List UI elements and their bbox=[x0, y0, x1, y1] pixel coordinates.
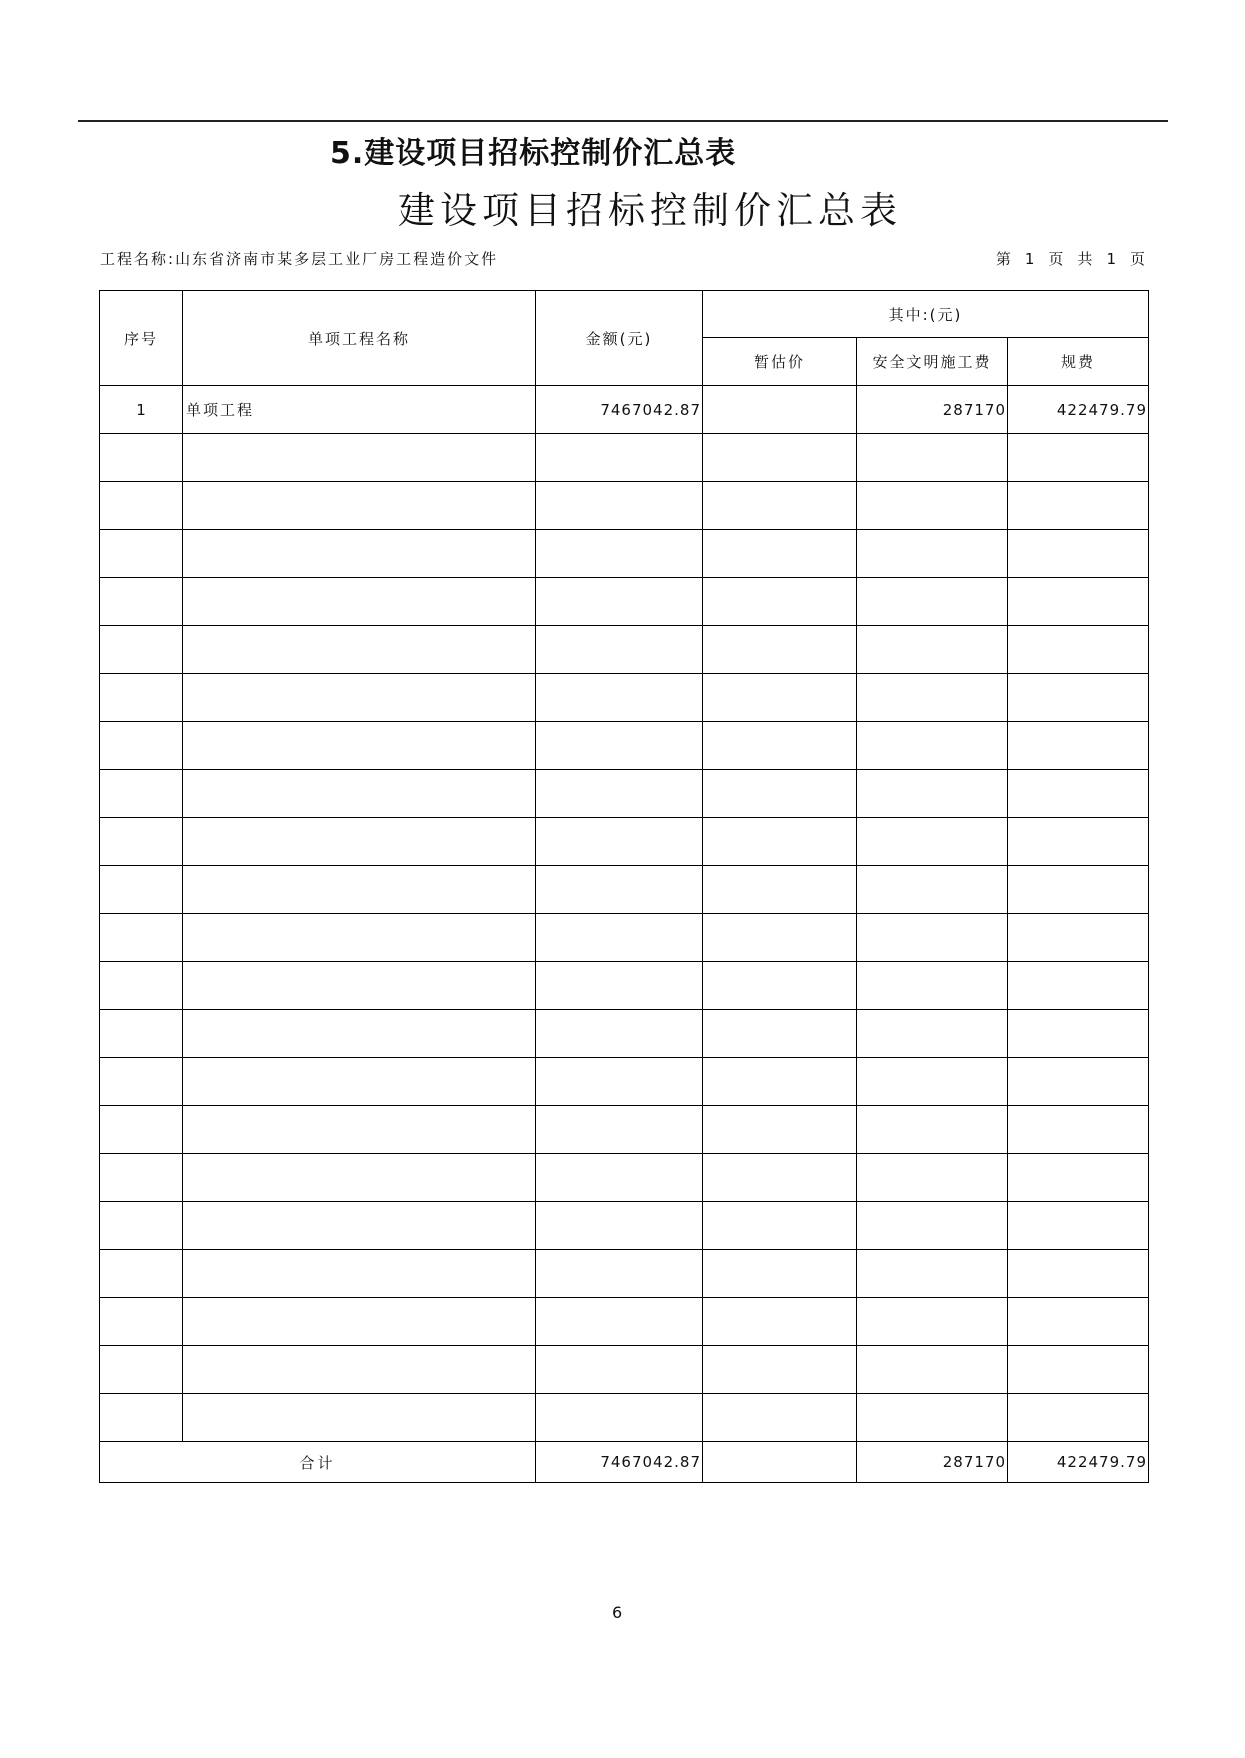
cell-index bbox=[100, 626, 183, 674]
pagination-ye2: 页 bbox=[1129, 250, 1145, 268]
cell-fees bbox=[1008, 434, 1149, 482]
table-row bbox=[100, 1202, 1149, 1250]
cell-index bbox=[100, 1346, 183, 1394]
cell-index bbox=[100, 1010, 183, 1058]
cell-index bbox=[100, 1250, 183, 1298]
cell-amount bbox=[536, 578, 703, 626]
cell-name bbox=[183, 1106, 536, 1154]
cell-name bbox=[183, 866, 536, 914]
cell-safety bbox=[857, 482, 1008, 530]
cell-fees bbox=[1008, 962, 1149, 1010]
cell-fees bbox=[1008, 1058, 1149, 1106]
cell-amount bbox=[536, 962, 703, 1010]
cell-fees bbox=[1008, 530, 1149, 578]
total-label: 合计 bbox=[100, 1442, 536, 1483]
cell-name bbox=[183, 962, 536, 1010]
cell-provisional bbox=[703, 482, 857, 530]
cell-fees bbox=[1008, 770, 1149, 818]
header-index: 序号 bbox=[100, 291, 183, 386]
cell-provisional bbox=[703, 770, 857, 818]
table-row bbox=[100, 530, 1149, 578]
cell-name bbox=[183, 1010, 536, 1058]
cell-index bbox=[100, 914, 183, 962]
cell-index bbox=[100, 482, 183, 530]
cell-safety bbox=[857, 626, 1008, 674]
header-group: 其中:(元) bbox=[703, 291, 1149, 338]
table-row bbox=[100, 434, 1149, 482]
cell-amount bbox=[536, 1346, 703, 1394]
cell-provisional bbox=[703, 962, 857, 1010]
cell-provisional bbox=[703, 722, 857, 770]
cell-name bbox=[183, 530, 536, 578]
cell-index bbox=[100, 1298, 183, 1346]
table-row bbox=[100, 770, 1149, 818]
cell-index bbox=[100, 1154, 183, 1202]
table-row bbox=[100, 626, 1149, 674]
table-row bbox=[100, 1298, 1149, 1346]
cell-provisional bbox=[703, 1202, 857, 1250]
top-rule bbox=[78, 120, 1168, 122]
table-row bbox=[100, 578, 1149, 626]
cell-name bbox=[183, 1346, 536, 1394]
cell-amount bbox=[536, 674, 703, 722]
pagination-total: 1 bbox=[1106, 250, 1116, 268]
total-fees: 422479.79 bbox=[1008, 1442, 1149, 1483]
total-row bbox=[100, 1442, 1149, 1483]
cell-amount bbox=[536, 1394, 703, 1442]
cell-index bbox=[100, 530, 183, 578]
cell-amount bbox=[536, 482, 703, 530]
cell-index bbox=[100, 1202, 183, 1250]
table-row bbox=[100, 1010, 1149, 1058]
cell-index bbox=[100, 1058, 183, 1106]
cell-amount bbox=[536, 1202, 703, 1250]
cell-name bbox=[183, 914, 536, 962]
cell-fees bbox=[1008, 1202, 1149, 1250]
document-title: 建设项目招标控制价汇总表 bbox=[398, 189, 902, 232]
cell-fees bbox=[1008, 482, 1149, 530]
cell-provisional bbox=[703, 530, 857, 578]
cell-index bbox=[100, 674, 183, 722]
cell-provisional bbox=[703, 674, 857, 722]
cell-fees bbox=[1008, 674, 1149, 722]
cell-safety bbox=[857, 530, 1008, 578]
cell-amount bbox=[536, 1010, 703, 1058]
pagination bbox=[982, 248, 1145, 269]
table-row bbox=[100, 914, 1149, 962]
cell-safety bbox=[857, 1298, 1008, 1346]
cell-provisional bbox=[703, 914, 857, 962]
table-row bbox=[100, 818, 1149, 866]
total-provisional bbox=[703, 1442, 857, 1483]
cell-amount bbox=[536, 1106, 703, 1154]
pagination-ye: 页 bbox=[1048, 250, 1064, 268]
cell-amount bbox=[536, 770, 703, 818]
cell-provisional bbox=[703, 1058, 857, 1106]
cell-fees bbox=[1008, 1298, 1149, 1346]
summary-table bbox=[99, 290, 1149, 1483]
cell-amount bbox=[536, 626, 703, 674]
cell-index bbox=[100, 434, 183, 482]
cell-name bbox=[183, 770, 536, 818]
cell-name bbox=[183, 434, 536, 482]
cell-safety bbox=[857, 1346, 1008, 1394]
project-name: 山东省济南市某多层工业厂房工程造价文件 bbox=[175, 250, 499, 268]
table-body bbox=[100, 386, 1149, 1442]
cell-safety bbox=[857, 434, 1008, 482]
header-provisional: 暂估价 bbox=[703, 338, 857, 386]
pagination-di: 第 bbox=[995, 250, 1011, 268]
table-row bbox=[100, 962, 1149, 1010]
cell-fees bbox=[1008, 1346, 1149, 1394]
cell-name bbox=[183, 1250, 536, 1298]
page-number: 6 bbox=[612, 1603, 623, 1622]
cell-fees bbox=[1008, 914, 1149, 962]
cell-name: 单项工程 bbox=[183, 386, 536, 434]
cell-name bbox=[183, 482, 536, 530]
cell-safety bbox=[857, 1250, 1008, 1298]
cell-safety bbox=[857, 770, 1008, 818]
cell-name bbox=[183, 1202, 536, 1250]
cell-provisional bbox=[703, 434, 857, 482]
cell-name bbox=[183, 1394, 536, 1442]
cell-safety bbox=[857, 1106, 1008, 1154]
pagination-current: 1 bbox=[1024, 250, 1035, 268]
cell-fees bbox=[1008, 818, 1149, 866]
table-row bbox=[100, 674, 1149, 722]
table-row bbox=[100, 1154, 1149, 1202]
table-row bbox=[100, 722, 1149, 770]
header-name: 单项工程名称 bbox=[183, 291, 536, 386]
cell-index bbox=[100, 578, 183, 626]
cell-amount: 7467042.87 bbox=[536, 386, 703, 434]
cell-safety bbox=[857, 866, 1008, 914]
header-amount: 金额(元) bbox=[536, 291, 703, 386]
cell-name bbox=[183, 578, 536, 626]
cell-provisional bbox=[703, 866, 857, 914]
cell-safety bbox=[857, 914, 1008, 962]
project-label: 工程名称: bbox=[100, 250, 176, 268]
header-safety: 安全文明施工费 bbox=[857, 338, 1008, 386]
cell-amount bbox=[536, 1250, 703, 1298]
cell-name bbox=[183, 818, 536, 866]
cell-amount bbox=[536, 1058, 703, 1106]
cell-safety bbox=[857, 1010, 1008, 1058]
cell-index bbox=[100, 770, 183, 818]
cell-index: 1 bbox=[100, 386, 183, 434]
cell-amount bbox=[536, 818, 703, 866]
cell-provisional bbox=[703, 1154, 857, 1202]
table-row bbox=[100, 1058, 1149, 1106]
cell-provisional bbox=[703, 1010, 857, 1058]
cell-safety bbox=[857, 1202, 1008, 1250]
cell-index bbox=[100, 818, 183, 866]
cell-index bbox=[100, 866, 183, 914]
project-name-line bbox=[100, 248, 498, 269]
cell-safety bbox=[857, 818, 1008, 866]
meta-line bbox=[100, 248, 1145, 272]
cell-amount bbox=[536, 434, 703, 482]
cell-provisional bbox=[703, 578, 857, 626]
cell-fees: 422479.79 bbox=[1008, 386, 1149, 434]
table-row bbox=[100, 1250, 1149, 1298]
cell-safety bbox=[857, 1154, 1008, 1202]
cell-amount bbox=[536, 530, 703, 578]
cell-index bbox=[100, 722, 183, 770]
cell-index bbox=[100, 1106, 183, 1154]
table-row bbox=[100, 482, 1149, 530]
total-safety: 287170 bbox=[857, 1442, 1008, 1483]
cell-fees bbox=[1008, 1010, 1149, 1058]
cell-fees bbox=[1008, 578, 1149, 626]
cell-safety bbox=[857, 674, 1008, 722]
cell-name bbox=[183, 626, 536, 674]
cell-provisional bbox=[703, 1106, 857, 1154]
cell-amount bbox=[536, 914, 703, 962]
cell-safety bbox=[857, 578, 1008, 626]
cell-provisional bbox=[703, 1298, 857, 1346]
header-fees: 规费 bbox=[1008, 338, 1149, 386]
cell-name bbox=[183, 1298, 536, 1346]
cell-fees bbox=[1008, 1394, 1149, 1442]
cell-provisional bbox=[703, 1346, 857, 1394]
cell-safety: 287170 bbox=[857, 386, 1008, 434]
table-row bbox=[100, 1346, 1149, 1394]
pagination-gong: 共 bbox=[1077, 250, 1093, 268]
cell-amount bbox=[536, 866, 703, 914]
table-row bbox=[100, 1106, 1149, 1154]
cell-fees bbox=[1008, 722, 1149, 770]
cell-fees bbox=[1008, 1154, 1149, 1202]
cell-provisional bbox=[703, 1394, 857, 1442]
cell-safety bbox=[857, 962, 1008, 1010]
cell-provisional bbox=[703, 818, 857, 866]
cell-name bbox=[183, 674, 536, 722]
table-row bbox=[100, 866, 1149, 914]
cell-safety bbox=[857, 722, 1008, 770]
cell-index bbox=[100, 1394, 183, 1442]
cell-fees bbox=[1008, 1250, 1149, 1298]
section-heading: 5.建设项目招标控制价汇总表 bbox=[330, 136, 737, 171]
cell-name bbox=[183, 1058, 536, 1106]
cell-safety bbox=[857, 1394, 1008, 1442]
cell-fees bbox=[1008, 1106, 1149, 1154]
cell-provisional bbox=[703, 626, 857, 674]
cell-provisional bbox=[703, 1250, 857, 1298]
total-amount: 7467042.87 bbox=[536, 1442, 703, 1483]
cell-name bbox=[183, 722, 536, 770]
table-row bbox=[100, 386, 1149, 434]
cell-amount bbox=[536, 722, 703, 770]
cell-index bbox=[100, 962, 183, 1010]
cell-fees bbox=[1008, 626, 1149, 674]
cell-name bbox=[183, 1154, 536, 1202]
cell-amount bbox=[536, 1154, 703, 1202]
table-row bbox=[100, 1394, 1149, 1442]
cell-provisional bbox=[703, 386, 857, 434]
cell-fees bbox=[1008, 866, 1149, 914]
cell-amount bbox=[536, 1298, 703, 1346]
cell-safety bbox=[857, 1058, 1008, 1106]
